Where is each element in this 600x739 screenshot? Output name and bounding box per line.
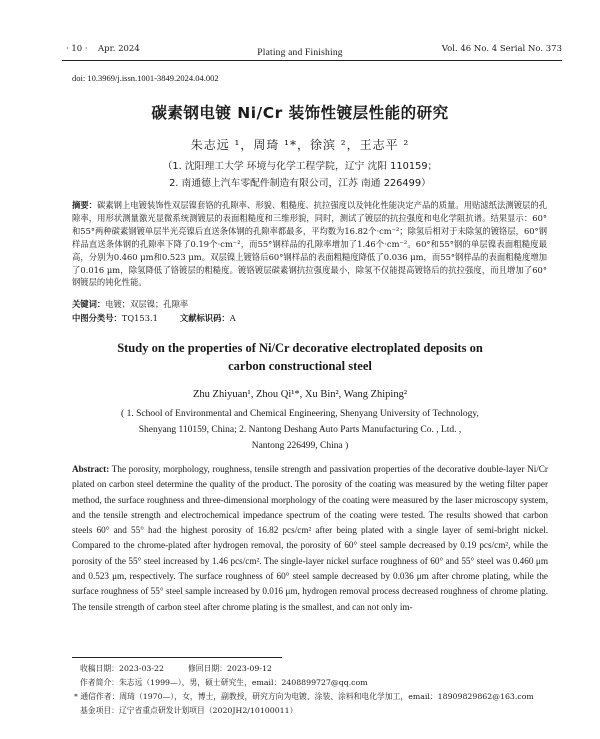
en-affiliation-1: ( 1. School of Environmental and Chemical Engineering, Shenyang University of Technology,	[121, 409, 479, 419]
footnote-rule	[72, 657, 282, 658]
doc-code: A	[229, 313, 236, 323]
page-number: · 10 ·	[66, 44, 88, 54]
revised-label: 修回日期：	[187, 664, 227, 673]
cn-classification	[72, 312, 236, 324]
cn-abstract-label: 摘要：	[72, 200, 98, 210]
cn-keywords	[72, 298, 188, 310]
footnote-dates	[80, 663, 272, 674]
cn-abstract-text: 碳素钢上电镀装饰性双层镍套铬的孔隙率、形貌、粗糙度、抗拉强度以及钝化性能决定产品的质量。用贴滤纸法测镀层的孔隙率，用形状测量激光显微系统测镀层的表面粗糙度和三维形貌，同时，测试了镀层的抗拉强度和电化学阻抗谱。结果显示：60°和55°两种碳素钢镀单层半光亮镍后直送条体钢的孔隙率都最多，平均数为16.82个·cm⁻²；除氢后相对于未除氢的镀铬层，60°钢样品直送条体钢的孔隙率下降了0.19个·cm⁻²，而55°钢样品的孔隙率增加了1.46个·cm⁻²。60°和55°钢的单层镍表面粗糙度最高，分别为0.460 μm和0.523 μm。双层镍上镀铬后60°钢样品的表面粗糙度降低了0.036 μm，而55°钢样品的表面粗糙度增加了0.016 μm，除氢降低了铬镀层的粗糙度。镀铬镀层碳素钢抗拉强度最小，除氢不仅能提高镀铬后的抗拉强度，而且增加了60°钢镀层的钝化性能。	[72, 200, 547, 288]
fund-info: 辽宁省重点研发计划项目（2020JH2/10100011）	[118, 706, 298, 715]
author-label: 作者简介：	[80, 678, 119, 687]
clc-code: TQ153.1	[121, 313, 158, 323]
corresponding-info: 周琦（1970—），女，博士，副教授，研究方向为电镀、涂装、涂料和电化学加工，email：18909829862@163.com	[119, 692, 534, 701]
cn-keywords-text: 电镀；双层镍；孔隙率	[105, 299, 189, 309]
corresponding-label: * 通信作者：	[74, 692, 120, 701]
en-authors: Zhu Zhiyuan¹, Zhou Qi¹*, Xu Bin², Wang Zhiping²	[193, 389, 407, 400]
revised-date: 2023-09-12	[226, 664, 272, 673]
en-title-line-1: Study on the properties of Ni/Cr decorative electroplated deposits on	[117, 341, 483, 355]
header-rule	[62, 60, 562, 61]
en-abstract	[72, 462, 548, 615]
doi: doi: 10.3969/j.issn.1001-3849.2024.04.002	[72, 73, 219, 83]
cn-abstract	[72, 199, 547, 289]
volume-info: Vol. 46 No. 4 Serial No. 373	[441, 44, 562, 54]
footnote-author	[80, 677, 368, 688]
cn-title: 碳素钢电镀 Ni/Cr 装饰性镀层性能的研究	[151, 104, 449, 122]
en-title	[0, 339, 600, 375]
fund-label: 基金项目：	[80, 706, 119, 715]
en-abstract-text: The porosity, morphology, roughness, tensile strength and passivation properties of the decorative double-layer Ni/Cr plated on carbon steel determine the quality of the product. The porosity of the coating was measured by the weting filter paper method, the surface roughness and three-dimensional morphology of the coating were measured by the laser microscopy system, and the tensile strength and electrochemical impedance spectrum of the coating were tested. The results showed that carbon steels 60° and 55° had the highest porosity of 16.82 pcs/cm² after being plated with a single layer of semi-bright nickel. Compared to the chrome-plated after hydrogen removal, the porosity of 60° steel sample decreased by 0.19 pcs/cm², while the porosity of the 55° steel increased by 1.46 pcs/cm². The single-layer nickel surface roughness of 60° and 55° steel was 0.460 μm and 0.523 μm, respectively. The surface roughness of 60° steel sample decreased by 0.036 μm after chrome plating, while the surface roughness of 55° steel sample increased by 0.016 μm, hydrogen removal process decreased roughness of chrome plating. The tensile strength of carbon steel after chrome plating is the smallest, and can not only im-	[72, 464, 548, 612]
received-date: 2023-03-22	[118, 664, 164, 673]
journal-name: Plating and Finishing	[257, 48, 343, 58]
cn-authors: 朱志远 ¹，周琦 ¹*，徐滨 ²，王志平 ²	[190, 138, 410, 152]
doc-code-label: 文献标识码：	[179, 313, 230, 323]
cn-affiliation-1: （1. 沈阳理工大学 环境与化学工程学院，辽宁 沈阳 110159；	[162, 161, 438, 172]
clc-label: 中图分类号：	[72, 313, 122, 323]
footnote-fund	[80, 705, 297, 716]
footnote-corresponding	[74, 691, 534, 702]
cn-keywords-label: 关键词：	[72, 299, 106, 309]
en-title-line-2: carbon constructional steel	[228, 359, 372, 373]
cn-affiliation-2: 2. 南通德上汽车零配件制造有限公司，江苏 南通 226499）	[169, 178, 431, 189]
en-affiliation-3: Nantong 226499, China )	[251, 441, 349, 451]
en-affiliation-2: Shenyang 110159, China; 2. Nantong Deshang Auto Parts Manufacturing Co. , Ltd. ,	[138, 425, 462, 435]
author-info: 朱志远（1999—），男，硕士研究生，email：2408899727@qq.com	[118, 678, 368, 687]
received-label: 收稿日期：	[80, 664, 119, 673]
en-abstract-label: Abstract:	[72, 464, 110, 474]
issue-date: Apr. 2024	[98, 44, 140, 54]
